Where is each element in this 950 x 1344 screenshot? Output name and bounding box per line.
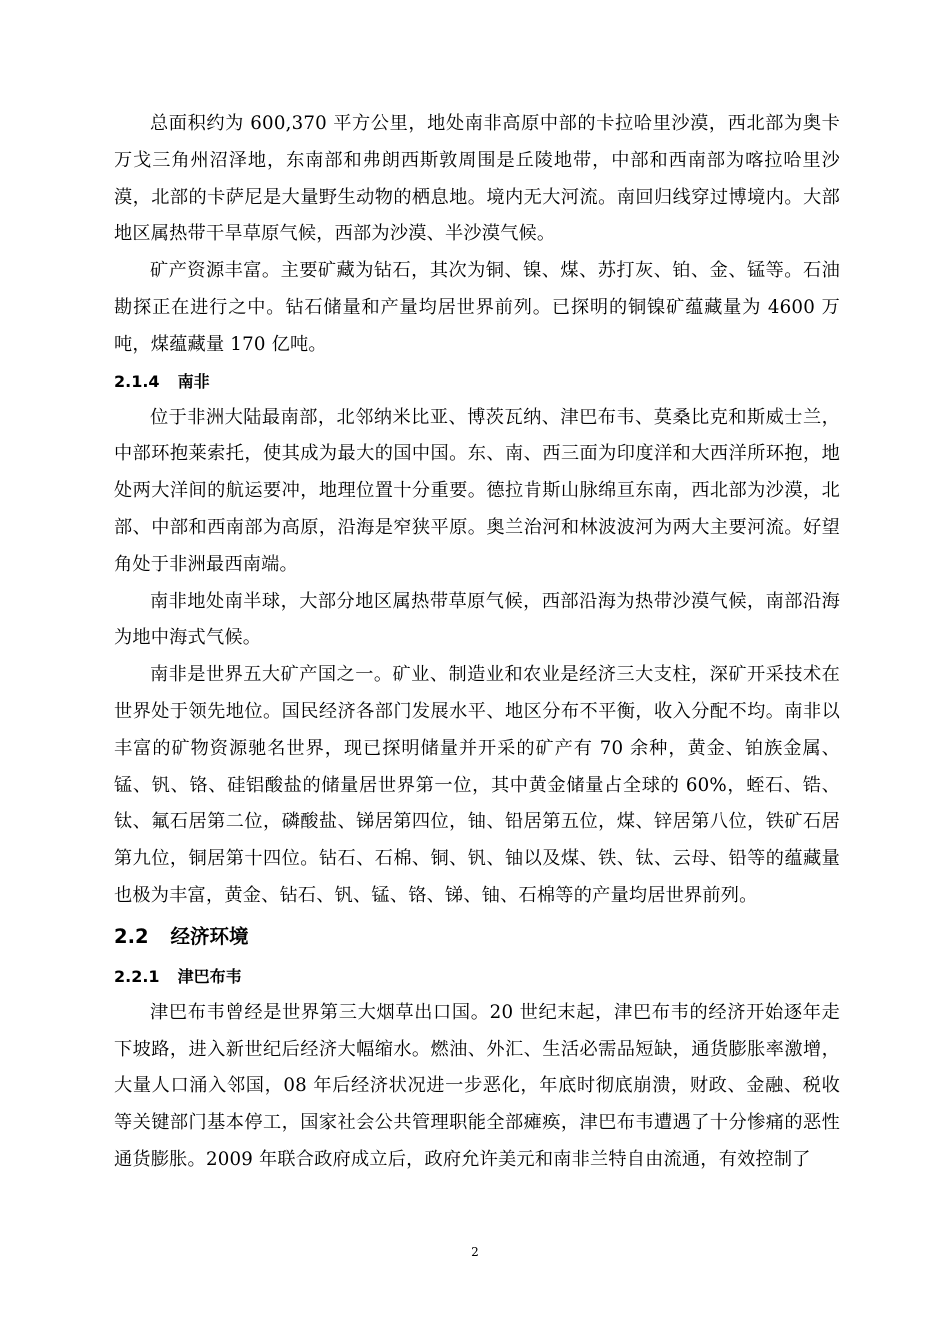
section-number: 2.1.4	[114, 371, 160, 391]
paragraph-south-africa-minerals: 南非是世界五大矿产国之一。矿业、制造业和农业是经济三大支柱，深矿开采技术在世界处于领先地位。国民经济各部门发展水平、地区分布不平衡，收入分配不均。南非以丰富的矿物资源驰名世界，现已探明储量并开采的矿产有 70 余种，黄金、铂族金属、锰、钒、铬、硅铝酸盐的储量居世界第一位，其中黄金储量占全球的 60%，蛭石、锆、钛、氟石居第二位，磷酸盐、锑居第四位，铀、铅居第五位，煤、锌居第八位，铁矿石居第九位，铜居第十四位。钻石、石棉、铜、钒、铀以及煤、铁、钛、云母、铅等的蕴藏量也极为丰富，黄金、钻石、钒、锰、铬、锑、铀、石棉等的产量均居世界前列。	[114, 664, 840, 906]
section-heading-2-2	[114, 915, 840, 959]
paragraph-south-africa-location: 位于非洲大陆最南部，北邻纳米比亚、博茨瓦纳、津巴布韦、莫桑比克和斯威士兰，中部环抱莱索托，使其成为最大的国中国。东、南、西三面为印度洋和大西洋所环抱，地处两大洋间的航运要冲，地理位置十分重要。德拉肯斯山脉绵亘东南，西北部为沙漠，北部、中部和西南部为高原，沿海是窄狭平原。奥兰治河和林波波河为两大主要河流。好望角处于非洲最西南端。	[114, 406, 840, 575]
section-number: 2.2	[114, 924, 149, 948]
section-title: 南非	[177, 371, 210, 391]
section-title: 经济环境	[170, 924, 249, 948]
page-body	[114, 106, 840, 1179]
paragraph-botswana-geography: 总面积约为 600,370 平方公里，地处南非高原中部的卡拉哈里沙漠，西北部为奥卡万戈三角州沼泽地，东南部和弗朗西斯敦周围是丘陵地带，中部和西南部为喀拉哈里沙漠，北部的卡萨尼是大量野生动物的栖息地。境内无大河流。南回归线穿过博境内。大部地区属热带干旱草原气候，西部为沙漠、半沙漠气候。	[114, 113, 840, 245]
paragraph-south-africa-climate: 南非地处南半球，大部分地区属热带草原气候，西部沿海为热带沙漠气候，南部沿海为地中海式气候。	[114, 590, 840, 649]
paragraph-botswana-minerals: 矿产资源丰富。主要矿藏为钻石，其次为铜、镍、煤、苏打灰、铂、金、锰等。石油勘探正在进行之中。钻石储量和产量均居世界前列。已探明的铜镍矿蕴藏量为 4600 万吨，煤蕴藏量 170 亿吨。	[114, 260, 840, 355]
page-number: 2	[471, 1245, 479, 1259]
section-heading-2-2-1	[114, 959, 840, 995]
section-title: 津巴布韦	[177, 966, 242, 986]
paragraph-zimbabwe-economy: 津巴布韦曾经是世界第三大烟草出口国。20 世纪末起，津巴布韦的经济开始逐年走下坡路，进入新世纪后经济大幅缩水。燃油、外汇、生活必需品短缺，通货膨胀率激增，大量人口涌入邻国，08 年后经济状况进一步恶化，年底时彻底崩溃，财政、金融、税收等关键部门基本停工，国家社会公共管理职能全部瘫痪，津巴布韦遭遇了十分惨痛的恶性通货膨胀。2009 年联合政府成立后，政府允许美元和南非兰特自由流通，有效控制了	[114, 1001, 840, 1170]
section-number: 2.2.1	[114, 966, 160, 986]
section-heading-2-1-4	[114, 364, 840, 400]
